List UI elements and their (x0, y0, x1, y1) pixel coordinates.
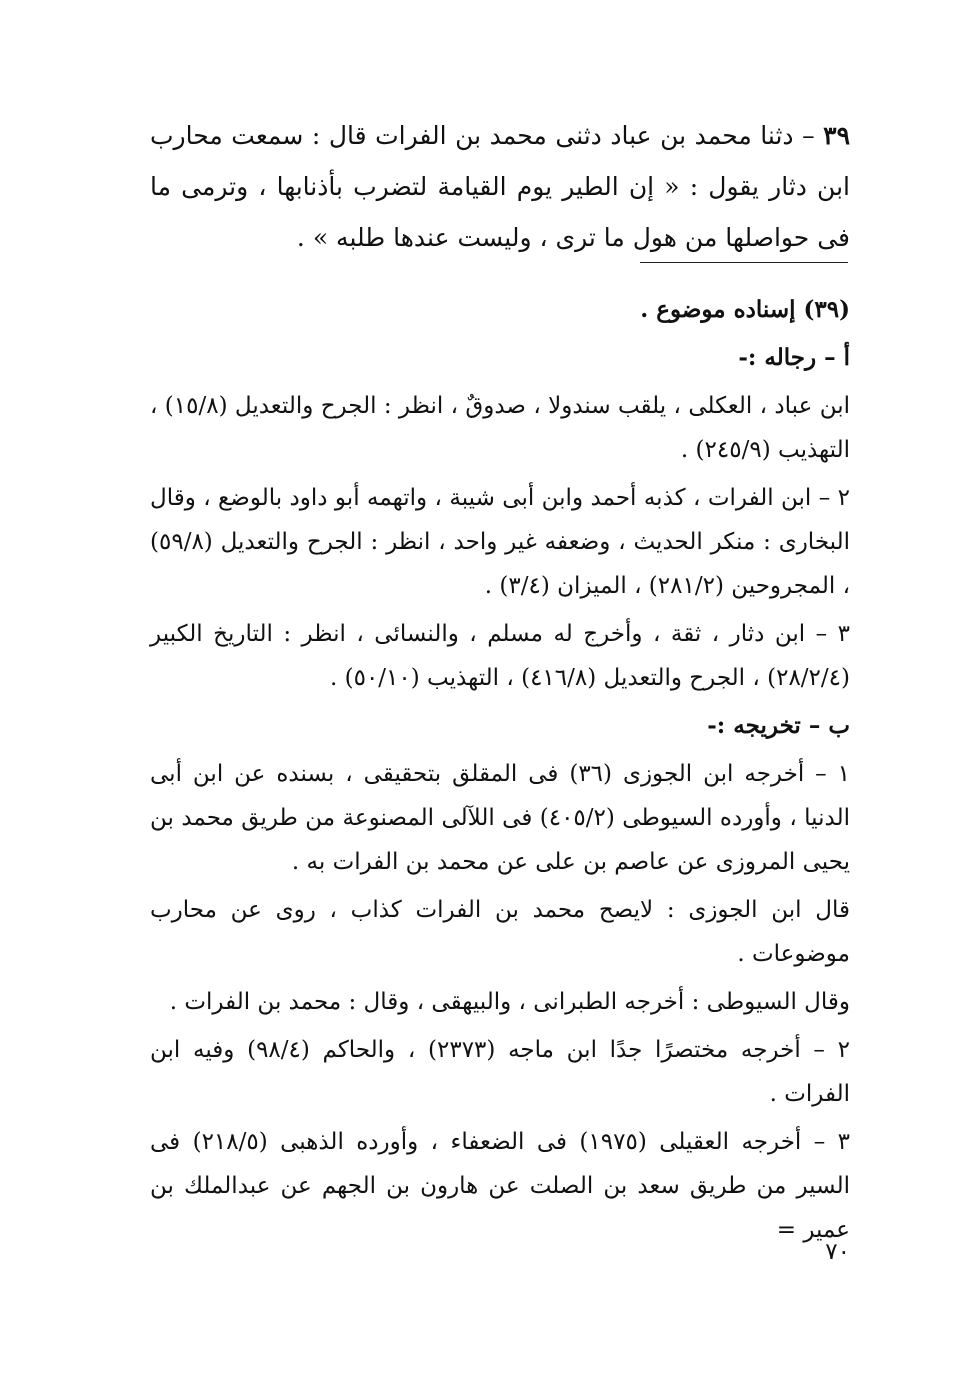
rijal-item: ابن عباد ، العكلى ، يلقب سندولا ، صدوقٌ ، انظر : الجرح والتعديل (١٥/٨) ، التهذيب (٢٤٥/٩) . (150, 393, 851, 463)
rijal-item: ٢ – ابن الفرات ، كذبه أحمد وابن أبى شيبة ، واتهمه أبو داود بالوضع ، وقال البخارى : منكر الحديث ، وضعفه غير واحد ، انظر : الجرح والتعديل (٥٩/٨) ، المجروحين (٢٨١/٢) ، الميزان (٣/٤) . (150, 485, 850, 599)
footnote-section (150, 288, 850, 1256)
hadith-paragraph (150, 110, 850, 263)
section-b-heading: ب – تخريجه :- (707, 712, 850, 739)
page-number: ٧٠ (825, 1239, 850, 1265)
section-a-heading: أ – رجاله :- (738, 344, 850, 371)
takhrij-item: ٢ – أخرجه مختصرًا جدًا ابن ماجه (٢٣٧٣) ، والحاكم (٩٨/٤) وفيه ابن الفرات . (150, 1037, 850, 1107)
takhrij-item: وقال السيوطى : أخرجه الطبرانى ، والبيهقى ، وقال : محمد بن الفرات . (169, 989, 850, 1015)
takhrij-item: قال ابن الجوزى : لايصح محمد بن الفرات كذاب ، روى عن محارب موضوعات . (150, 897, 850, 967)
rijal-item: ٣ – ابن دثار ، ثقة ، وأخرج له مسلم ، والنسائى ، انظر : التاريخ الكبير (٢٨/٢/٤) ، الجرح والتعديل (٤١٦/٨) ، التهذيب (٥٠/١٠) . (150, 621, 850, 691)
takhrij-item: ١ – أخرجه ابن الجوزى (٣٦) فى المقلق بتحقيقى ، بسنده عن ابن أبى الدنيا ، وأورده السيوطى (٤٠٥/٢) فى اللآلى المصنوعة من طريق محمد بن يحيى المروزى عن عاصم بن على عن محمد بن الفرات به . (150, 761, 850, 875)
footnote-heading: (٣٩) إسناده موضوع . (640, 296, 850, 323)
takhrij-item: ٣ – أخرجه العقيلى (١٩٧٥) فى الضعفاء ، وأورده الذهبى (٢١٨/٥) فى السير من طريق سعد بن الصلت عن هارون بن الجهم عن عبدالملك بن عمير = (150, 1129, 851, 1243)
hadith-number: ٣٩ (823, 121, 850, 150)
footnote-divider (640, 262, 848, 263)
hadith-text: – دثنا محمد بن عباد دثنى محمد بن الفرات قال : سمعت محارب ابن دثار يقول : « إن الطير يوم القيامة لتضرب بأذنابها ، وترمى ما فى حواصلها من هول ما ترى ، وليست عندها طلبه » . (150, 121, 850, 252)
